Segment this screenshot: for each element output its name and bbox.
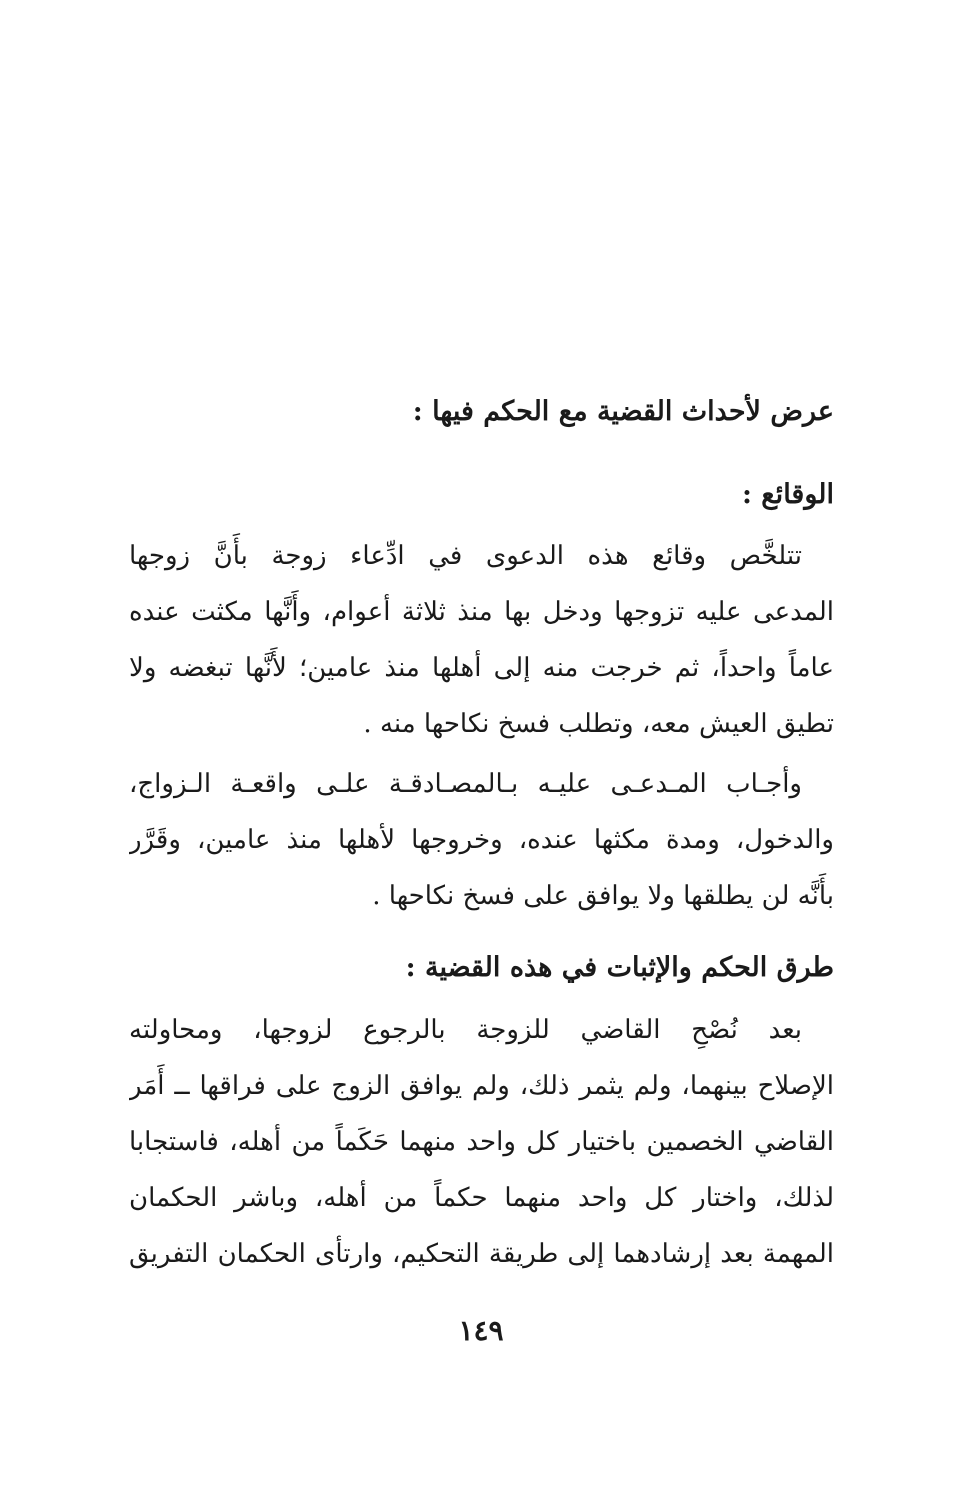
text-line: تطيق العيش معه، وتطلب فسخ نكاحها منه .: [363, 709, 834, 739]
paragraph-defendant-reply: [129, 756, 834, 924]
text-line: بأَنَّه لن يطلقها ولا يوافق على فسخ نكاحها .: [372, 881, 834, 911]
text-line: الإصلاح بينهما، ولم يثمر ذلك، ولم يوافق الزوج على فراقها ــ أَمَر: [129, 1071, 834, 1101]
text-line: عاماً واحداً، ثم خرجت منه إلى أهلها منذ عامين؛ لأَنَّها تبغضه ولا: [129, 653, 834, 683]
subheading-methods: طرق الحكم والإثبات في هذه القضية :: [405, 952, 834, 983]
section-heading-case-events: عرض لأحداث القضية مع الحكم فيها :: [412, 396, 834, 427]
text-line: تتلخَّص وقائع هذه الدعوى في ادِّعاء زوجة بأَنَّ زوجها: [129, 541, 802, 571]
text-line: والدخول، ومدة مكثها عنده، وخروجها لأهلها منذ عامين، وقَرَّر: [129, 825, 834, 855]
paragraph-judgment-methods: [129, 1002, 834, 1282]
text-line: بعد نُصْحِ القاضي للزوجة بالرجوع لزوجها، ومحاولته: [129, 1015, 802, 1045]
text-line: وأجـاب المـدعـى عليـه بـالمصـادقـة علـى واقعـة الـزواج،: [129, 769, 802, 799]
paragraph-facts: [129, 528, 834, 752]
page-number: ١٤٩: [458, 1314, 504, 1347]
text-line: القاضي الخصمين باختيار كل واحد منهما حَكَماً من أهله، فاستجابا: [129, 1127, 834, 1157]
text-line: المدعى عليه تزوجها ودخل بها منذ ثلاثة أعوام، وأَنَّها مكثت عنده: [129, 597, 834, 627]
text-line: المهمة بعد إرشادهما إلى طريقة التحكيم، وارتأى الحكمان التفريق: [129, 1239, 834, 1269]
subheading-facts: الوقائع :: [741, 479, 834, 510]
text-line: لذلك، واختار كل واحد منهما حكماً من أهله، وباشر الحكمان: [129, 1183, 834, 1213]
